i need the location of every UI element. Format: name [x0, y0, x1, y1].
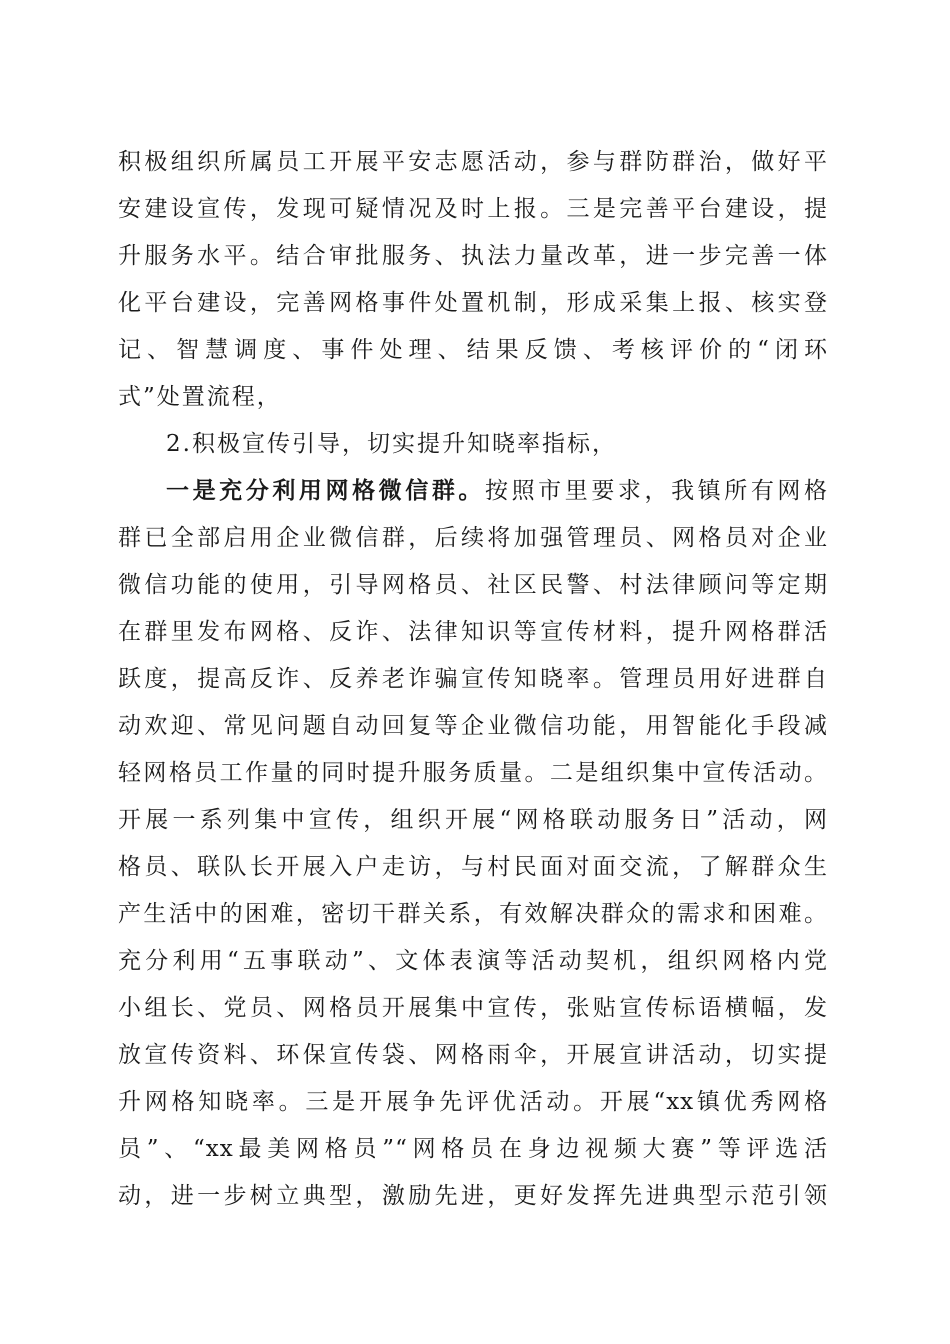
- text-line: 群已全部启用企业微信群，后续将加强管理员、网格员对企业: [118, 525, 828, 551]
- text-line: 微信功能的使用，引导网格员、社区民警、村法律顾问等定期: [118, 572, 828, 598]
- text-line: 跃度，提高反诈、反养老诈骗宣传知晓率。管理员用好进群自: [118, 666, 828, 692]
- text-line: 安建设宣传，发现可疑情况及时上报。三是完善平台建设，提: [118, 196, 828, 222]
- text-line: 记、智慧调度、事件处理、结果反馈、考核评价的“闭环: [118, 337, 828, 363]
- text-line: 放宣传资料、环保宣传袋、网格雨伞，开展宣讲活动，切实提: [118, 1042, 828, 1068]
- text-line: 化平台建设，完善网格事件处置机制，形成采集上报、核实登: [118, 290, 828, 316]
- text-line: 升网格知晓率。三是开展争先评优活动。开展“xx镇优秀网格: [118, 1089, 828, 1115]
- text-line: 轻网格员工作量的同时提升服务质量。二是组织集中宣传活动。: [118, 760, 828, 786]
- text-line: 格员、联队长开展入户走访，与村民面对面交流，了解群众生: [118, 854, 828, 880]
- bold-lead-text: 一是充分利用网格微信群。: [166, 477, 485, 504]
- text-line: 升服务水平。结合审批服务、执法力量改革，进一步完善一体: [118, 243, 828, 269]
- section-heading: 2.积极宣传引导，切实提升知晓率指标，: [166, 431, 617, 457]
- text-line: 式”处置流程，: [118, 384, 282, 410]
- text-line: 动欢迎、常见问题自动回复等企业微信功能，用智能化手段减: [118, 713, 828, 739]
- text-line: 动，进一步树立典型，激励先进，更好发挥先进典型示范引领: [118, 1183, 828, 1209]
- lead-rest-text: 按照市里要求，我镇所有网格: [485, 478, 828, 504]
- text-line: 充分利用“五事联动”、文体表演等活动契机，组织网格内党: [118, 948, 828, 974]
- text-line: 小组长、党员、网格员开展集中宣传，张贴宣传标语横幅，发: [118, 995, 828, 1021]
- text-line: 积极组织所属员工开展平安志愿活动，参与群防群治，做好平: [118, 149, 828, 175]
- text-line: 产生活中的困难，密切干群关系，有效解决群众的需求和困难。: [118, 901, 828, 927]
- text-line: 员”、“xx最美网格员”“网格员在身边视频大赛”等评选活: [118, 1136, 828, 1162]
- text-line-bold-lead: [166, 469, 828, 513]
- text-line: 开展一系列集中宣传，组织开展“网格联动服务日”活动，网: [118, 807, 828, 833]
- text-line: 在群里发布网格、反诈、法律知识等宣传材料，提升网格群活: [118, 619, 828, 645]
